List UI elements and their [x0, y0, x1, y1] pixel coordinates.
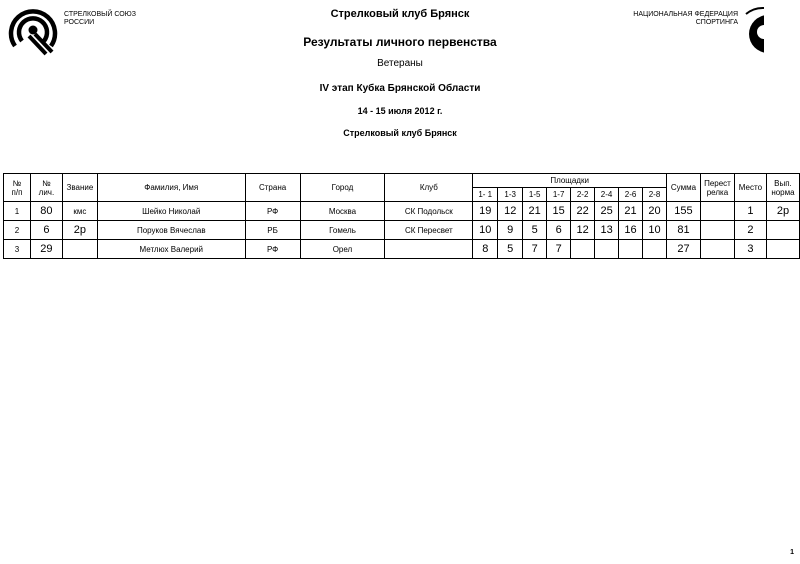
table-row: [4, 240, 800, 259]
col-club-header: Клуб: [385, 174, 473, 202]
col-shootoff-line1: Перест: [704, 178, 731, 188]
cell-score: 6: [547, 221, 571, 240]
col-country-header: Страна: [245, 174, 300, 202]
col-norm-line2: норма: [771, 187, 795, 197]
cell-lic: 6: [30, 221, 62, 240]
cell-lic: 80: [30, 202, 62, 221]
col-norm-line1: Вып.: [774, 178, 792, 188]
category-label: Ветераны: [377, 58, 423, 69]
cell-shootoff: [700, 221, 734, 240]
cell-score: 20: [643, 202, 667, 221]
cell-norm: [766, 221, 799, 240]
cell-country: РФ: [245, 202, 300, 221]
cell-score: 21: [619, 202, 643, 221]
cell-score: 7: [547, 240, 571, 259]
cell-score: 5: [523, 221, 547, 240]
col-sum-header: Сумма: [667, 174, 701, 202]
cell-place: 1: [734, 202, 766, 221]
cell-score: [643, 240, 667, 259]
cell-rank: 2р: [62, 221, 97, 240]
cell-score: 10: [643, 221, 667, 240]
station-header: 2-2: [571, 188, 595, 202]
club-heading: Стрелковый клуб Брянск: [330, 8, 470, 20]
cell-score: 15: [547, 202, 571, 221]
cell-score: 12: [498, 202, 523, 221]
station-header: 2-6: [619, 188, 643, 202]
col-shootoff-line2: релка: [706, 187, 729, 197]
cell-shootoff: [700, 240, 734, 259]
cell-name: Метлюх Валерий: [97, 240, 245, 259]
cell-place: 3: [734, 240, 766, 259]
table-row: [4, 202, 800, 221]
cell-score: 19: [473, 202, 498, 221]
cell-club: [385, 240, 473, 259]
cell-score: 10: [473, 221, 498, 240]
col-stations-header: Площадки: [473, 174, 667, 188]
cell-score: 8: [473, 240, 498, 259]
col-pp-line2: п/п: [11, 187, 23, 197]
event-dates: 14 - 15 июля 2012 г.: [357, 106, 443, 116]
cell-rank: [62, 240, 97, 259]
cell-name: Шейко Николай: [97, 202, 245, 221]
cell-score: 21: [523, 202, 547, 221]
cell-pp: 2: [4, 221, 31, 240]
station-header: 2-8: [643, 188, 667, 202]
cell-score: 12: [571, 221, 595, 240]
station-header: 1-7: [547, 188, 571, 202]
station-header: 1-3: [498, 188, 523, 202]
station-header: 1- 1: [473, 188, 498, 202]
cell-club: СК Пересвет: [385, 221, 473, 240]
col-city-header: Город: [300, 174, 385, 202]
cell-score: 7: [523, 240, 547, 259]
event-venue: Стрелковый клуб Брянск: [343, 128, 457, 138]
cell-score: 22: [571, 202, 595, 221]
station-header: 2-4: [595, 188, 619, 202]
cell-city: Гомель: [300, 221, 385, 240]
col-norm-header: [766, 174, 799, 202]
cell-score: [619, 240, 643, 259]
org-right-line2: СПОРТИНГА: [695, 19, 738, 26]
header-row-top: [4, 174, 800, 188]
org-right-line1: НАЦИОНАЛЬНАЯ ФЕДЕРАЦИЯ: [633, 11, 738, 18]
cell-club: СК Подольск: [385, 202, 473, 221]
cell-norm: 2р: [766, 202, 799, 221]
cell-city: Орел: [300, 240, 385, 259]
page-title: Результаты личного первенства: [303, 35, 497, 49]
table-row: [4, 221, 800, 240]
col-lic-line2: лич.: [38, 187, 55, 197]
cell-lic: 29: [30, 240, 62, 259]
cell-score: 9: [498, 221, 523, 240]
cell-country: РФ: [245, 240, 300, 259]
col-name-header: Фамилия, Имя: [97, 174, 245, 202]
cell-pp: 3: [4, 240, 31, 259]
page-number: 1: [790, 549, 794, 556]
cell-score: 16: [619, 221, 643, 240]
stage-title: IV этап Кубка Брянской Области: [319, 83, 481, 94]
cell-sum: 155: [667, 202, 701, 221]
col-lic-line1: №: [42, 178, 51, 188]
station-header: 1-5: [523, 188, 547, 202]
results-table: [3, 173, 800, 259]
col-shootoff-header: [700, 174, 734, 202]
col-rank-header: Звание: [62, 174, 97, 202]
cell-score: [571, 240, 595, 259]
cell-place: 2: [734, 221, 766, 240]
col-place-header: Место: [734, 174, 766, 202]
cell-name: Поруков Вячеслав: [97, 221, 245, 240]
col-pp-header: [4, 174, 31, 202]
cell-city: Москва: [300, 202, 385, 221]
cell-sum: 81: [667, 221, 701, 240]
org-left-line1: СТРЕЛКОВЫЙ СОЮЗ: [64, 11, 136, 18]
cell-shootoff: [700, 202, 734, 221]
cell-pp: 1: [4, 202, 31, 221]
cell-sum: 27: [667, 240, 701, 259]
col-lic-header: [30, 174, 62, 202]
col-pp-line1: №: [12, 178, 22, 188]
cell-rank: кмс: [62, 202, 97, 221]
cell-score: [595, 240, 619, 259]
cell-country: РБ: [245, 221, 300, 240]
org-left-line2: РОССИИ: [64, 19, 95, 26]
cell-score: 25: [595, 202, 619, 221]
cell-score: 13: [595, 221, 619, 240]
cell-norm: [766, 240, 799, 259]
cell-score: 5: [498, 240, 523, 259]
